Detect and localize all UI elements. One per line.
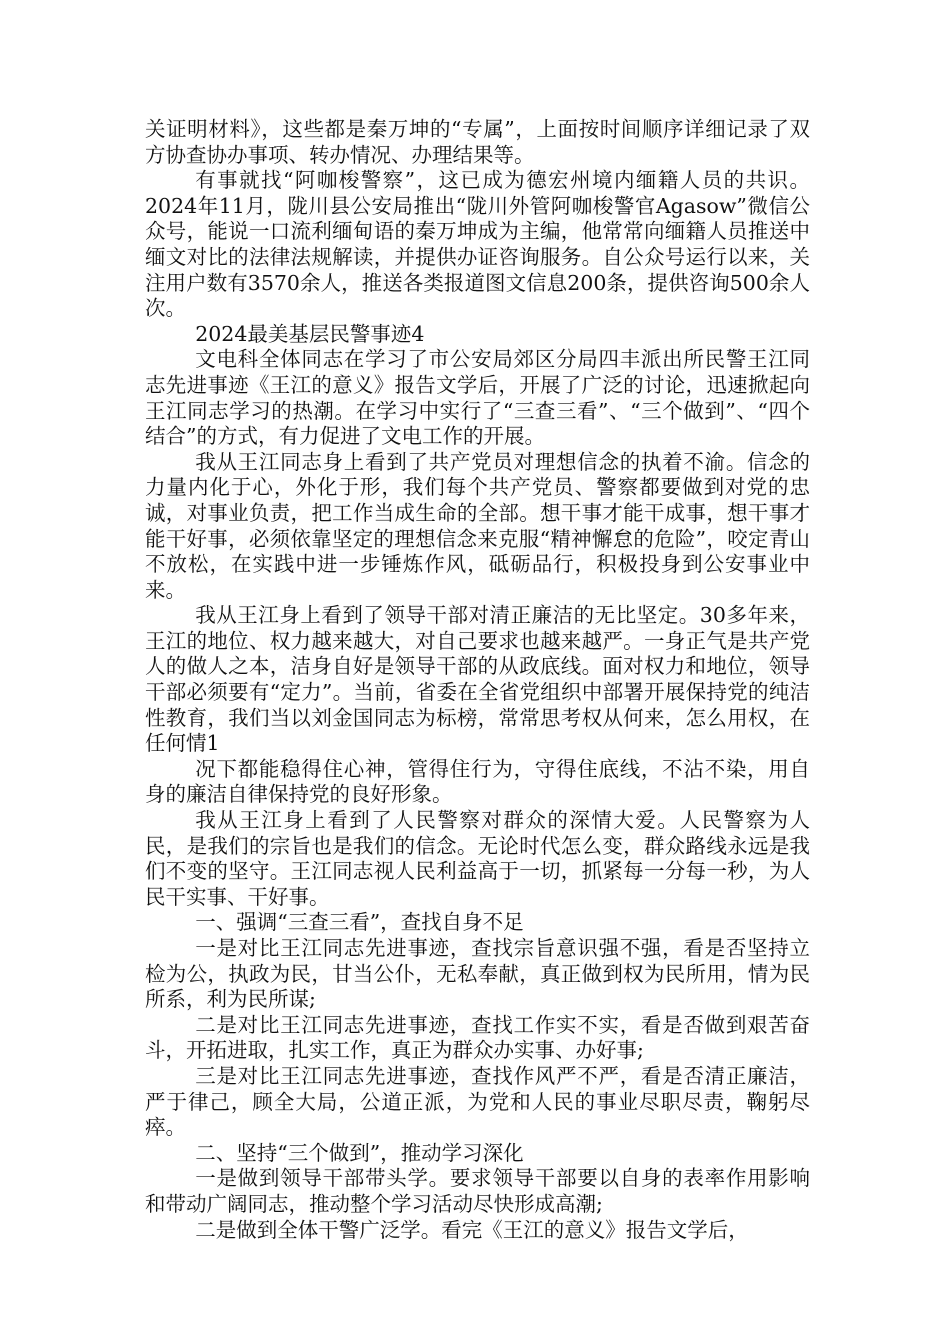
paragraph-7: 我从王江身上看到了人民警察对群众的深情大爱。人民警察为人民，是我们的宗旨也是我们的信念。无论时代怎么变，群众路线永远是我们不变的坚守。王江同志视人民利益高于一切，抓紧每一分每一秒，为人民干实事、干好事。 — [145, 808, 810, 909]
paragraph-10: 三是对比王江同志先进事迹，查找作风严不严，看是否清正廉洁，严于律己，顾全大局，公道正派，为党和人民的事业尽职尽责，鞠躬尽瘁。 — [145, 1063, 810, 1140]
paragraph-11: 一是做到领导干部带头学。要求领导干部要以自身的表率作用影响和带动广阔同志，推动整个学习活动尽快形成高潮; — [145, 1166, 810, 1216]
paragraph-3: 文电科全体同志在学习了市公安局郊区分局四丰派出所民警王江同志先进事迹《王江的意义》报告文学后，开展了广泛的讨论，迅速掀起向王江同志学习的热潮。在学习中实行了“三查三看”、“三个做到”、“四个结合”的方式，有力促进了文电工作的开展。 — [145, 347, 810, 449]
subheading-1: 一、强调“三查三看”，查找自身不足 — [195, 910, 524, 935]
section-title-4: 2024最美基层民警事迹4 — [195, 321, 425, 346]
paragraph-8: 一是对比王江同志先进事迹，查找宗旨意识强不强，看是否坚持立检为公，执政为民，甘当公仆，无私奉献，真正做到权为民所用，情为民所系，利为民所谋; — [145, 936, 810, 1012]
paragraph-5: 我从王江身上看到了领导干部对清正廉洁的无比坚定。30多年来，王江的地位、权力越来越大，对自己要求也越来越严。一身正气是共产党人的做人之本，洁身自好是领导干部的从政底线。面对权力和地位，领导干部必须要有“定力”。当前，省委在全省党组织中部署开展保持党的纯洁性教育，我们当以刘金国同志为标榜，常常思考权从何来，怎么用权，在任何情1 — [145, 603, 810, 756]
paragraph-6: 况下都能稳得住心神，管得住行为，守得住底线，不沾不染，用自身的廉洁自律保持党的良好形象。 — [145, 756, 810, 807]
paragraph-4: 我从王江同志身上看到了共产党员对理想信念的执着不渝。信念的力量内化于心，外化于形，我们每个共产党员、警察都要做到对党的忠诚，对事业负责，把工作当成生命的全部。想干事才能干成事，想干事才能干好事，必须依靠坚定的理想信念来克服“精神懈怠的危险”，咬定青山不放松，在实践中进一步锤炼作风，砥砺品行，积极投身到公安事业中来。 — [145, 449, 810, 602]
paragraph-12: 二是做到全体干警广泛学。看完《王江的意义》报告文学后， — [195, 1217, 749, 1242]
paragraph-9: 二是对比王江同志先进事迹，查找工作实不实，看是否做到艰苦奋斗，开拓进取，扎实工作，真正为群众办实事、办好事; — [145, 1012, 810, 1063]
document-body — [145, 117, 810, 1243]
paragraph-2: 有事就找“阿咖梭警察”，这已成为德宏州境内缅籍人员的共识。2024年11月，陇川县公安局推出“陇川外管阿咖梭警官Agasow”微信公众号，能说一口流利缅甸语的秦万坤成为主编，他常常向缅籍人员推送中缅文对比的法律法规解读，并提供办证咨询服务。自公众号运行以来，关注用户数有3570余人，推送各类报道图文信息200条，提供咨询500余人次。 — [145, 168, 810, 321]
paragraph-1: 关证明材料》，这些都是秦万坤的“专属”，上面按时间顺序详细记录了双方协查协办事项、转办情况、办理结果等。 — [145, 117, 810, 167]
subheading-2: 二、坚持“三个做到”，推动学习深化 — [195, 1140, 524, 1165]
